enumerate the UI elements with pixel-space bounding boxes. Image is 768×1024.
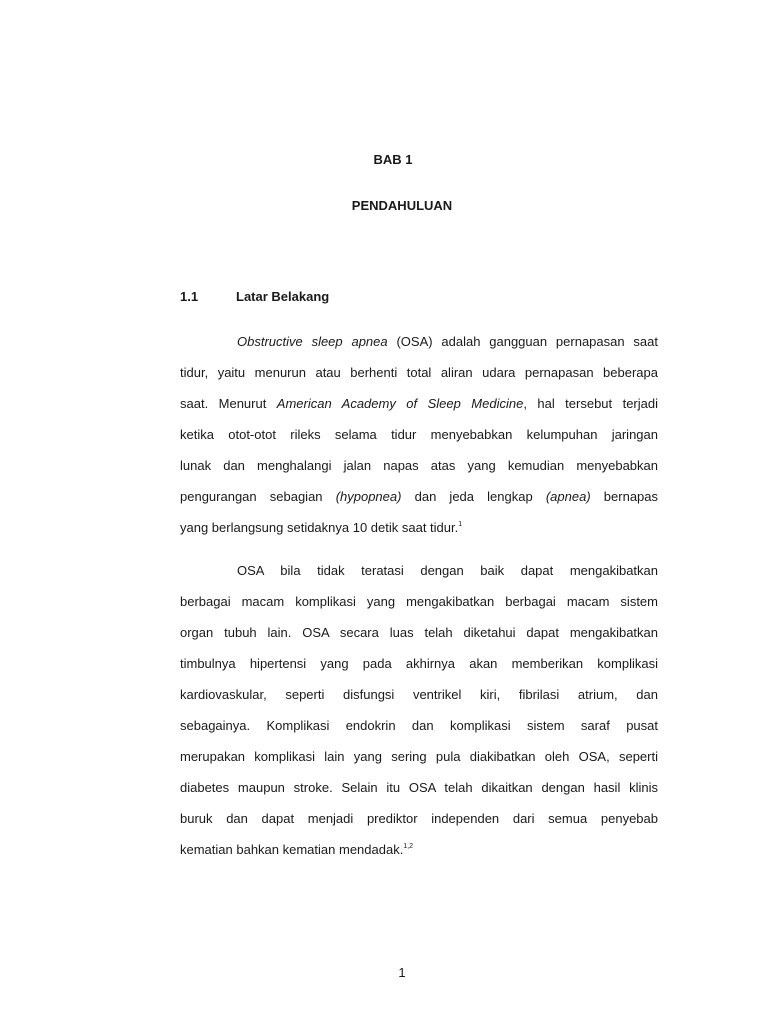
paragraph-line: sebagainya. Komplikasi endokrin dan komplikasi sistem saraf pusat: [180, 718, 658, 733]
paragraph-line: yang berlangsung setidaknya 10 detik saat tidur.$^1$: [180, 520, 463, 535]
footnote-reference: 1,2: [403, 843, 414, 850]
paragraph-line: berbagai macam komplikasi yang mengakibatkan berbagai macam sistem: [180, 594, 658, 609]
paragraph-2: [180, 555, 658, 865]
paragraph-line: tidur, yaitu menurun atau berhenti total aliran udara pernapasan beberapa: [180, 365, 658, 380]
paragraph-1: [180, 326, 658, 543]
paragraph-line: pengurangan sebagian (hypopnea) dan jeda lengkap (apnea) bernapas: [180, 489, 659, 504]
paragraph-line: merupakan komplikasi lain yang sering pula diakibatkan oleh OSA, seperti: [180, 749, 658, 764]
italic-term: Obstructive sleep apnea: [237, 334, 388, 349]
footnote-reference: 1: [458, 521, 463, 528]
italic-term: (hypopnea): [335, 489, 402, 504]
chapter-label: BAB 1: [373, 152, 413, 167]
paragraph-line: buruk dan dapat menjadi prediktor independen dari semua penyebab: [180, 811, 658, 826]
chapter-title: PENDAHULUAN: [351, 198, 453, 213]
section-heading: [180, 289, 329, 304]
paragraph-line: Obstructive sleep apnea (OSA) adalah gangguan pernapasan saat: [237, 334, 658, 349]
paragraph-line: kematian bahkan kematian mendadak.$^{1,2}$: [180, 842, 414, 857]
paragraph-line: saat. Menurut American Academy of Sleep Medicine, hal tersebut terjadi: [180, 396, 658, 411]
italic-term: American Academy of Sleep Medicine: [276, 396, 524, 411]
paragraph-line: timbulnya hipertensi yang pada akhirnya akan memberikan komplikasi: [180, 656, 658, 671]
paragraph-line: organ tubuh lain. OSA secara luas telah diketahui dapat mengakibatkan: [180, 625, 658, 640]
paragraph-line: lunak dan menghalangi jalan napas atas yang kemudian menyebabkan: [180, 458, 658, 473]
section-number: 1.1: [180, 289, 199, 304]
italic-term: (apnea): [545, 489, 591, 504]
paragraph-line: ketika otot-otot rileks selama tidur menyebabkan kelumpuhan jaringan: [180, 427, 658, 442]
paragraph-line: OSA bila tidak teratasi dengan baik dapat mengakibatkan: [237, 563, 658, 578]
section-title: Latar Belakang: [236, 289, 330, 304]
page-number: 1: [398, 965, 406, 980]
paragraph-line: kardiovaskular, seperti disfungsi ventrikel kiri, fibrilasi atrium, dan: [180, 687, 658, 702]
paragraph-line: diabetes maupun stroke. Selain itu OSA telah dikaitkan dengan hasil klinis: [180, 780, 658, 795]
